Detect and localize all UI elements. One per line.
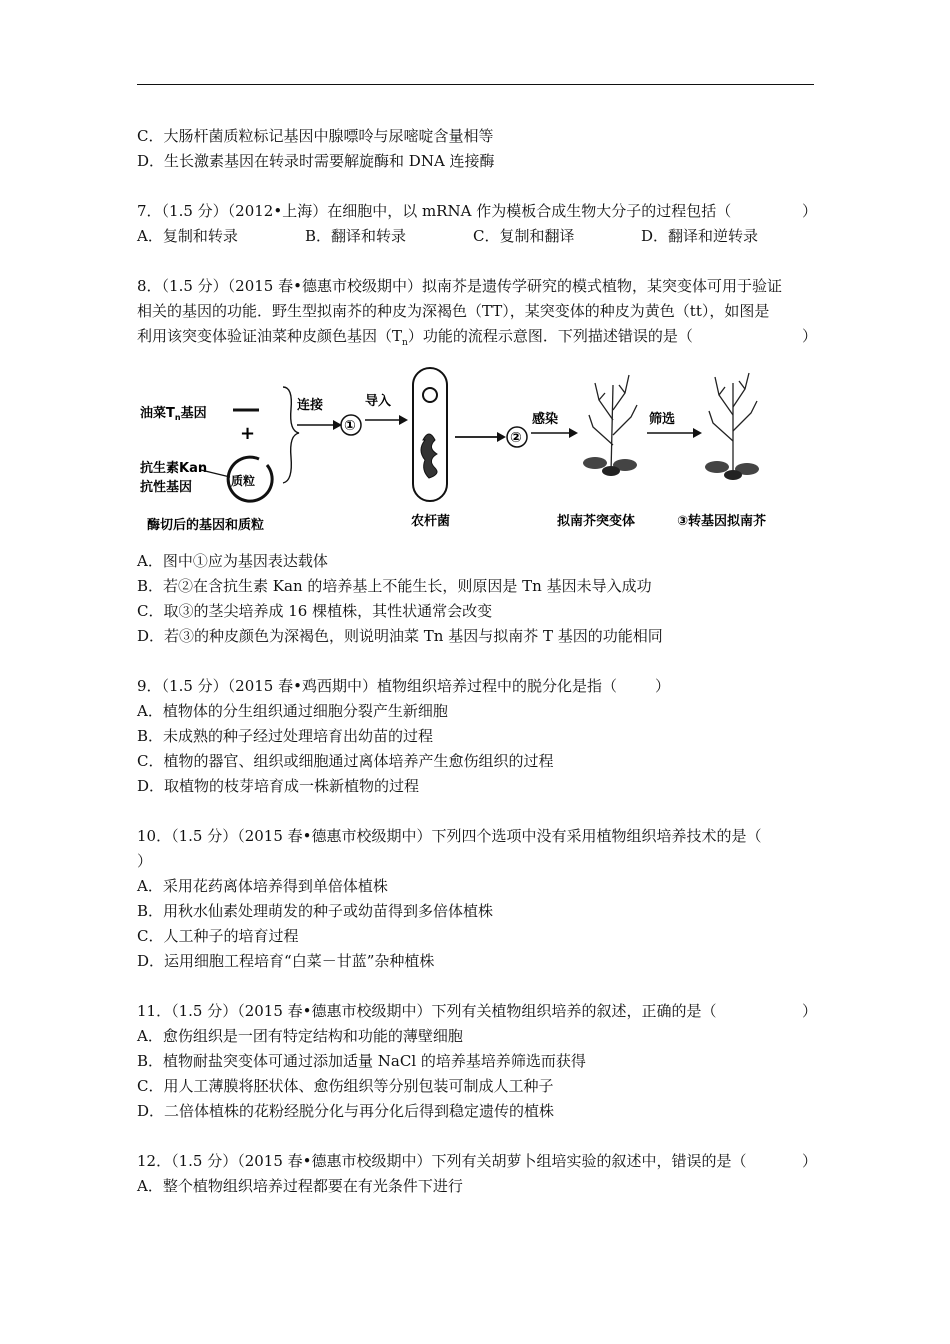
q8-stem-close: ） — [801, 327, 817, 345]
step-screen: 筛选 — [649, 412, 676, 427]
q10-stem: 10．（1.5 分）（2015 春•德惠市校级期中）下列四个选项中没有采用植物组织培养技术的是（ — [137, 827, 762, 845]
step-infect: 感染 — [532, 412, 559, 427]
q7-option-b: B．翻译和转录 — [305, 227, 407, 245]
q10-option-b: B．用秋水仙素处理萌发的种子或幼苗得到多倍体植株 — [137, 902, 494, 920]
cut-caption: 酶切后的基因和质粒 — [147, 518, 265, 533]
transgenic-flow-diagram — [137, 365, 793, 535]
mutant-rosette — [602, 466, 620, 476]
q8-stem-line2: 相关的基因的功能．野生型拟南芥的种皮为深褐色（TT），某突变体的种皮为黄色（tt），如图是 — [137, 302, 770, 320]
kan-label-line2: 抗性基因 — [140, 480, 193, 495]
q8-stem-line3 — [137, 327, 817, 352]
q10-option-a: A．采用花药离体培养得到单倍体植株 — [137, 877, 388, 895]
q7-stem-text: 7．（1.5 分）（2012•上海）在细胞中，以 mRNA 作为模板合成生物大分子的过程包括（ — [137, 202, 732, 220]
q6-option-c: C．大肠杆菌质粒标记基因中腺嘌呤与尿嘧啶含量相等 — [137, 127, 494, 145]
chromosome-tangle — [421, 434, 437, 478]
q11-stem-close: ） — [801, 1002, 817, 1020]
mutant-label: 拟南芥突变体 — [557, 514, 636, 529]
arrow-import-head — [399, 415, 408, 425]
q9-option-c: C．植物的器官、组织或细胞通过离体培养产生愈伤组织的过程 — [137, 752, 554, 770]
kan-label-line1: 抗生素Kan — [140, 461, 208, 476]
q7-stem — [137, 202, 817, 220]
q9-option-b: B．未成熟的种子经过处理培育出幼苗的过程 — [137, 727, 434, 745]
transgenic-label: ③转基因拟南芥 — [677, 514, 767, 529]
q12-stem-text: 12．（1.5 分）（2015 春•德惠市校级期中）下列有关胡萝卜组培实验的叙述中，错误的是（ — [137, 1152, 747, 1170]
q11-option-b: B．植物耐盐突变体可通过添加适量 NaCl 的培养基培养筛选而获得 — [137, 1052, 586, 1070]
q11-stem — [137, 1002, 817, 1020]
q7-option-d: D．翻译和逆转录 — [641, 227, 759, 245]
q11-option-c: C．用人工薄膜将胚状体、愈伤组织等分别包装可制成人工种子 — [137, 1077, 554, 1095]
transgenic-rosette — [724, 470, 742, 480]
plus-sign: + — [240, 423, 256, 444]
q8-option-d: D．若③的种皮颜色为深褐色，则说明油菜 Tn 基因与拟南芥 T 基因的功能相同 — [137, 627, 663, 645]
plasmid-in-cell — [423, 388, 437, 402]
q10-option-d: D．运用细胞工程培育“白菜－甘蓝”杂种植株 — [137, 952, 435, 970]
arrow-to-2-head — [497, 432, 506, 442]
q11-stem-text: 11．（1.5 分）（2015 春•德惠市校级期中）下列有关植物组织培养的叙述，正确的是（ — [137, 1002, 717, 1020]
q6-option-d: D．生长激素基因在转录时需要解旋酶和 DNA 连接酶 — [137, 152, 495, 170]
step-import: 导入 — [365, 394, 392, 409]
q7-option-c: C．复制和翻译 — [473, 227, 575, 245]
q7-stem-close: ） — [801, 202, 817, 220]
q11-option-a: A．愈伤组织是一团有特定结构和功能的薄壁细胞 — [137, 1027, 463, 1045]
q11-option-d: D．二倍体植株的花粉经脱分化与再分化后得到稳定遗传的植株 — [137, 1102, 555, 1120]
q8-option-b: B．若②在含抗生素 Kan 的培养基上不能生长，则原因是 Tn 基因未导入成功 — [137, 577, 652, 595]
mutant-leaf-left — [583, 457, 607, 469]
q10-stem-close: ） — [137, 852, 153, 870]
q8-stem-line1: 8．（1.5 分）（2015 春•德惠市校级期中）拟南芥是遗传学研究的模式植物，某突变体可用于验证 — [137, 277, 782, 295]
gene-label: 油菜$T_n$基因 — [140, 406, 207, 422]
q10-option-c: C．人工种子的培育过程 — [137, 927, 299, 945]
q9-stem-text: 9．（1.5 分）（2015 春•鸡西期中）植物组织培养过程中的脱分化是指（ — [137, 677, 617, 695]
q9-stem — [137, 677, 817, 695]
q9-stem-close: ） — [654, 677, 670, 695]
plasmid-label: 质粒 — [231, 474, 256, 488]
q12-stem-close: ） — [801, 1152, 817, 1170]
q8-stem-line3-text: 利用该突变体验证油菜种皮颜色基因$(T_n)$功能的流程示意图．下列描述错误的是（ — [137, 327, 693, 348]
q7-options — [137, 227, 817, 245]
transgenic-leaf-left — [705, 461, 729, 473]
circle-2-label: ② — [510, 430, 522, 446]
q8-option-c: C．取③的茎尖培养成 16 棵植株，其性状通常会改变 — [137, 602, 493, 620]
step-connect: 连接 — [297, 398, 324, 413]
arrow-screen-head — [693, 428, 702, 438]
header-rule — [137, 84, 814, 85]
circle-1-label: ① — [344, 418, 356, 434]
q9-option-a: A．植物体的分生组织通过细胞分裂产生新细胞 — [137, 702, 448, 720]
q9-option-d: D．取植物的枝芽培育成一株新植物的过程 — [137, 777, 420, 795]
q7-option-a: A．复制和转录 — [137, 227, 238, 245]
arrow-infect-head — [569, 428, 578, 438]
agrobacterium-label: 农杆菌 — [411, 514, 451, 529]
q8-option-a: A．图中①应为基因表达载体 — [137, 552, 328, 570]
q12-option-a: A．整个植物组织培养过程都要在有光条件下进行 — [137, 1177, 463, 1195]
q12-stem — [137, 1152, 817, 1170]
